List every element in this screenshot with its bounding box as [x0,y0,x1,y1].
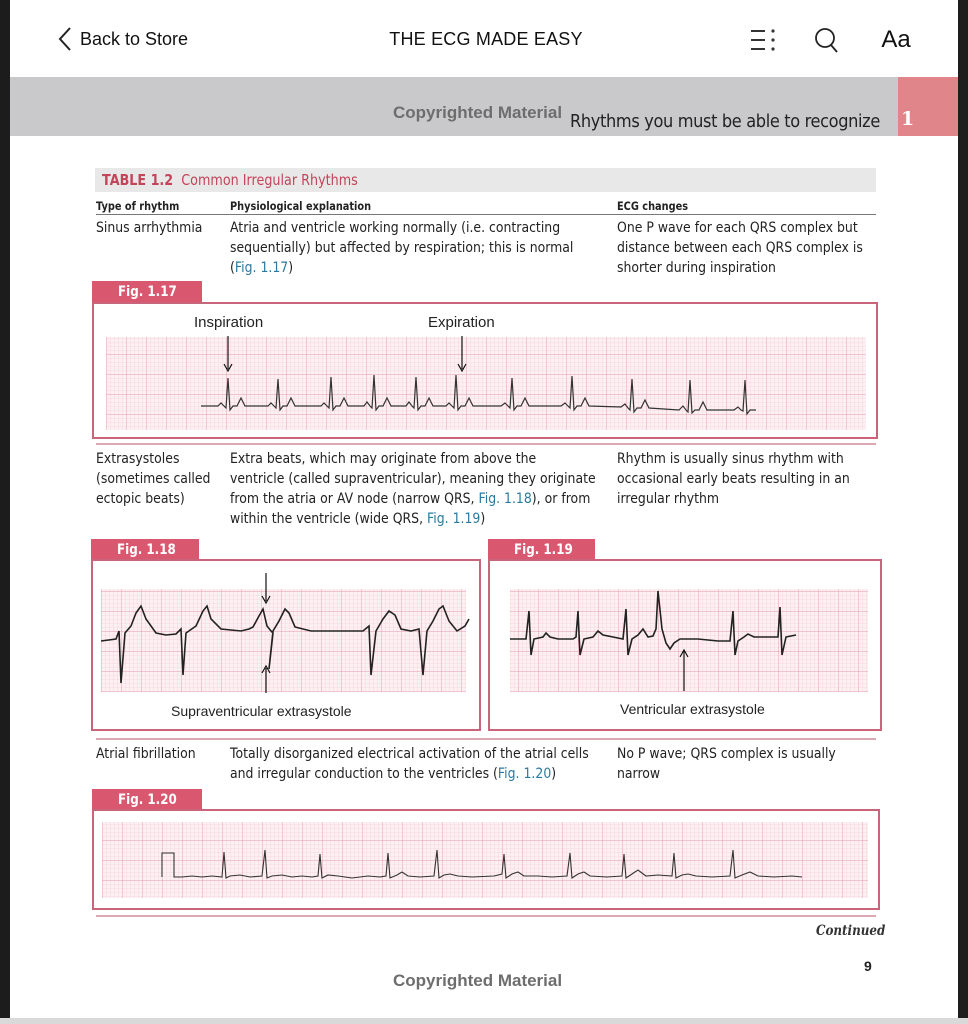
fig-1-19-link[interactable]: Fig. 1.19 [427,511,481,527]
inspiration-label: Inspiration [194,314,264,331]
ecg-strip-supraventricular [101,571,471,701]
row2-type: Extrasystoles (sometimes called ectopic beats) [96,451,211,507]
fig-1-18-box [91,559,481,731]
table-label: TABLE 1.2 [102,171,174,189]
table-title: Common Irregular Rhythms [181,171,358,189]
ventricular-extrasystole-label: Ventricular extrasystole [620,701,765,717]
font-size-button[interactable] [876,24,916,56]
background-window-edge [958,0,968,1024]
chapter-title: Rhythms you must be able to recognize [570,111,880,132]
table-title-bar [95,168,876,192]
back-label: Back to Store [80,28,189,49]
row3-ecg-changes: No P wave; QRS complex is usually narrow [617,746,836,782]
column-header-type: Type of rhythm [96,199,180,213]
search-button[interactable] [813,24,841,56]
header-divider [96,214,876,215]
page-number: 9 [864,958,872,974]
column-header-explanation: Physiological explanation [230,199,372,213]
fig-1-19-tab: Fig. 1.19 [488,539,595,562]
expiration-label: Expiration [428,314,495,331]
book-page [10,0,958,1024]
fig-1-20-box [92,809,880,910]
row2-ecg-changes: Rhythm is usually sinus rhythm with occasional early beats resulting in an irregular rhythm [617,451,850,507]
row3-type: Atrial fibrillation [96,746,196,762]
fig-1-17-link[interactable]: Fig. 1.17 [234,260,289,276]
row-divider [96,443,876,445]
table-of-contents-button[interactable] [748,24,778,56]
ecg-strip-ventricular [498,571,874,701]
row1-type: Sinus arrhythmia [96,220,203,236]
continued-label: Continued [816,923,886,939]
copyright-watermark-bottom: Copyrighted Material [393,971,563,990]
book-title: THE ECG MADE EASY [389,29,583,49]
search-icon [814,26,840,54]
fig-1-17-box [92,302,878,439]
fig-1-18-link[interactable]: Fig. 1.18 [478,491,532,507]
supraventricular-extrasystole-label: Supraventricular extrasystole [171,703,352,719]
bottom-edge [0,1018,968,1024]
reader-toolbar [10,0,958,78]
fig-1-18-tab: Fig. 1.18 [91,539,199,562]
row3-explanation: Totally disorganized electrical activation of the atrial cells and irregular conduction to the ventricles (Fig. 1.20) [230,746,589,782]
row2-explanation: Extra beats, which may originate from above the ventricle (called supraventricular), meaning they originate from the atria or AV node (narrow QRS, Fig. 1.18), or from within the ventricle (wide QRS, Fig. 1.19) [230,451,596,527]
chapter-number-badge: 1 [898,77,958,136]
copyright-watermark-top: Copyrighted Material [393,103,563,122]
ecg-strip-atrial-fibrillation [102,820,872,900]
fig-1-19-box [488,559,882,731]
fig-1-17-tab: Fig. 1.17 [92,281,202,304]
row1-explanation: Atria and ventricle working normally (i.e. contracting sequentially) but affected by respiration; this is normal (Fig. 1.17) [230,220,574,276]
ecg-strip-sinus-arrhythmia [106,334,866,434]
row1-ecg-changes: One P wave for each QRS complex but distance between each QRS complex is shorter during inspiration [617,220,863,276]
font-size-icon: Aa [881,26,911,53]
table-of-contents-icon [748,26,778,54]
column-header-ecg-changes: ECG changes [617,199,689,213]
row-divider [96,738,876,740]
table-bottom-divider [96,915,876,917]
fig-1-20-tab: Fig. 1.20 [92,789,202,812]
fig-1-20-link[interactable]: Fig. 1.20 [497,766,552,782]
